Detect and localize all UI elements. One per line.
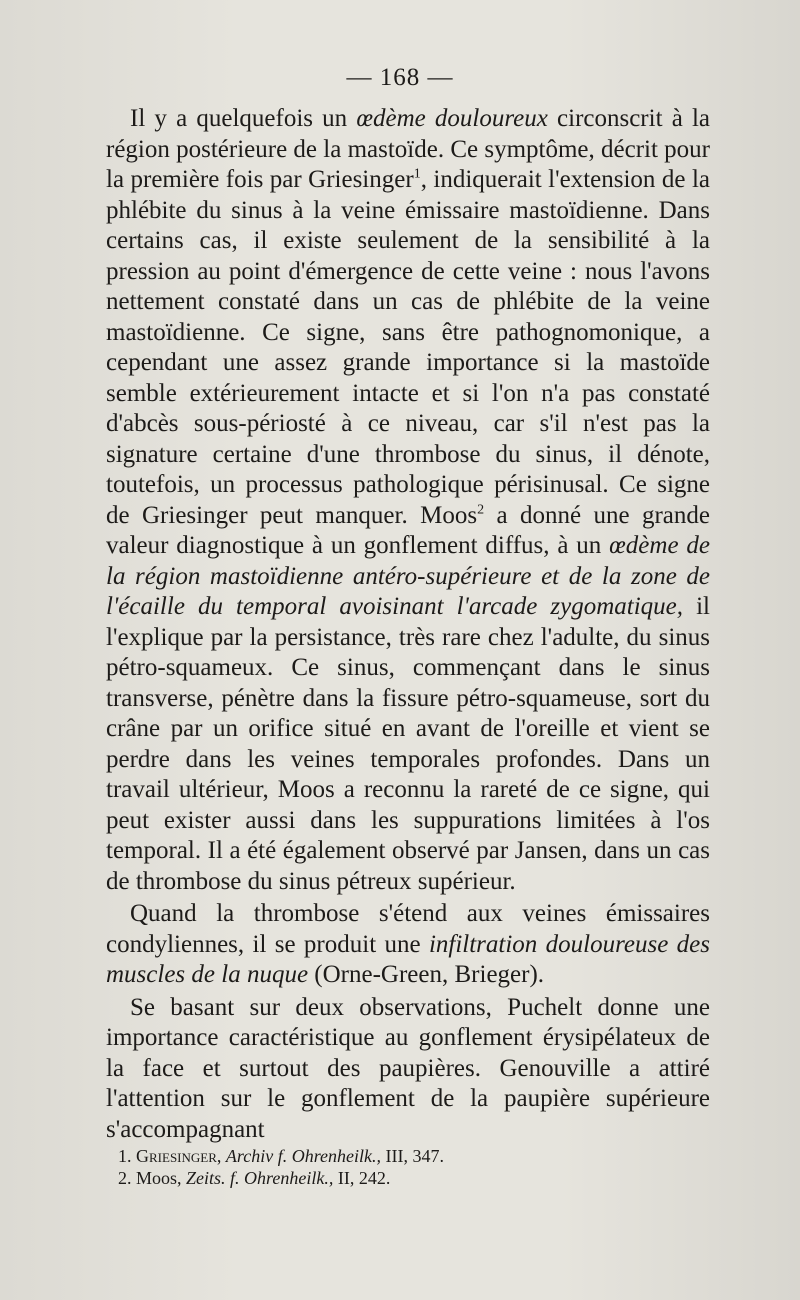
text-run: (Orne-Green, Brieger).: [308, 961, 545, 988]
footnote: [118, 1145, 678, 1167]
italic-text: œdème douloureux: [356, 105, 548, 132]
paragraph: [106, 104, 710, 897]
italic-text: Zeits. f. Ohrenheilk.,: [186, 1168, 334, 1188]
text-run: , indiquerait l'extension de la phlébite du sinus à la veine émissaire mastoïdienne. Dans certains cas, il existe seulement de la sensibilité à la pression au point d'émergence de cette veine : nous l'avons nettement constaté dans un cas de phlébite de la veine mastoïdienne. Ce signe, sans être pathognomonique, a cependant une assez grande importance si la mastoïde semble extérieurement intacte et si l'on n'a pas constaté d'abcès sous-périosté à ce niveau, car s'il n'est pas la signature certaine d'une thrombose du sinus, il dénote, toutefois, un processus pathologique périsinusal. Ce signe de Griesinger peut manquer. Moos: [106, 166, 711, 529]
text-run: 1.: [118, 1146, 136, 1166]
body-text: [106, 104, 710, 1145]
paragraph: [106, 993, 710, 1146]
text-run: Se basant sur deux observations, Puchelt donne une importance caractéristique au gonflement érysipélateux de la face et surtout des paupières. Genouville a attiré l'attention sur le gonflement de la paupière supérieure s'accompagnant: [106, 993, 710, 1143]
page-number: — 168 —: [346, 64, 454, 91]
italic-text: œdème de la région mastoïdienne antéro-supérieure et de la zone de l'écaille du temporal avoisinant l'arcade zygomatique,: [106, 532, 710, 620]
text-run: a donné une grande valeur diagnostique à un gonflement diffus, à un: [106, 501, 711, 559]
text-run: III, 347.: [381, 1146, 444, 1166]
text-run: II, 242.: [333, 1168, 391, 1188]
text-run: 2. Moos,: [118, 1168, 187, 1188]
footnotes: [118, 1145, 678, 1189]
paragraph: [106, 899, 710, 991]
text-run: Quand la thrombose s'étend aux veines émissaires condyliennes, il se produit une: [106, 900, 710, 958]
text-run: il l'explique par la persistance, très rare chez l'adulte, du sinus pétro-squameux. Ce sinus, commençant dans le sinus transverse, pénètre dans la fissure pétro-squameuse, sort du crâne par un orifice situé en avant de l'oreille et vient se perdre dans les veines temporales profondes. Dans un travail ultérieur, Moos a reconnu la rareté de ce signe, qui peut exister aussi dans les suppurations limitées à l'os temporal. Il a été également observé par Jansen, dans un cas de thrombose du sinus pétreux supérieur.: [106, 593, 710, 895]
footnote-ref: 1: [413, 166, 421, 182]
text-run: circonscrit à la région postérieure de la mastoïde. Ce symptôme, décrit pour la première fois par Griesinger: [106, 105, 710, 193]
text-run: Il y a quelquefois un: [130, 105, 357, 132]
italic-text: Archiv f. Ohrenheilk.,: [225, 1146, 382, 1166]
footnote-ref: 2: [477, 502, 485, 518]
footnote: [118, 1167, 678, 1189]
italic-text: infiltration douloureuse des muscles de la nuque: [106, 930, 710, 988]
text-run: Griesinger,: [136, 1146, 222, 1166]
